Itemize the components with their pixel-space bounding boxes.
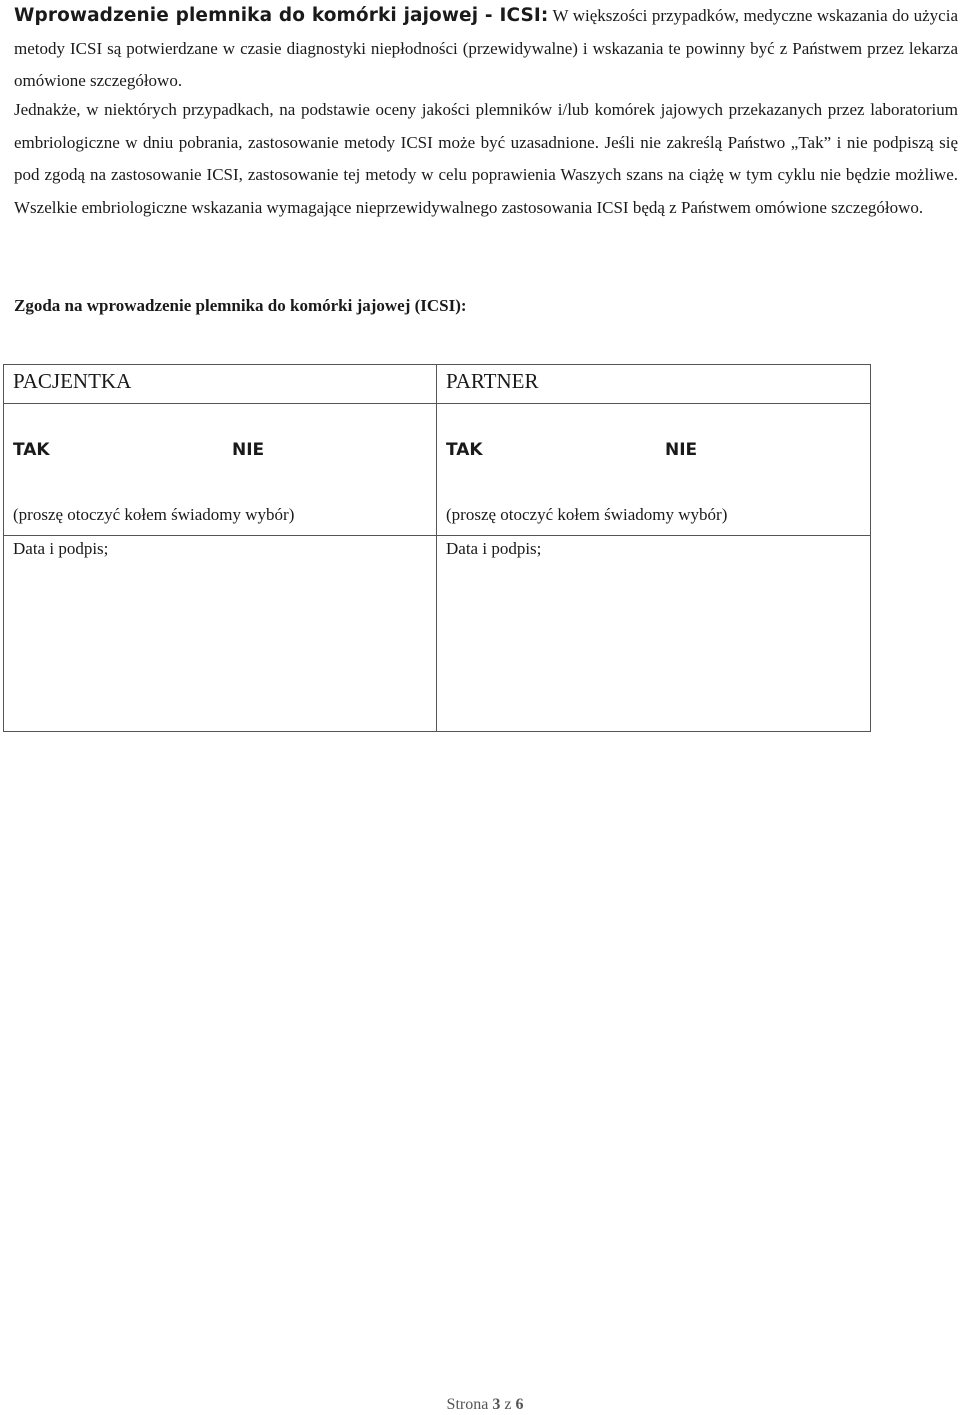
intro-text: W większości przypadków, medyczne wskazania do użycia metody ICSI są potwierdzane w czasie diagnostyki niepłodności (przewidywalne) i wskazania te powinny być z Państwem przez lekarza omówione szczegółowo. <box>14 6 958 90</box>
icsi-conditions-paragraph: Jednakże, w niektórych przypadkach, na podstawie oceny jakości plemników i/lub komórek jajowych przekazanych przez laboratorium embriologiczne w dniu pobrania, zastosowanie metody ICSI może być uzasadnione. Jeśli nie zakreślą Państwo „Tak” i nie podpiszą się pod zgodą na zastosowanie ICSI, zastosowanie tej metody w celu poprawienia Waszych szans na ciążę w tym cyklu nie będzie możliwe. Wszelkie embriologiczne wskazania wymagające nieprzewidywalnego zastosowania ICSI będą z Państwem omówione szczegółowo. <box>14 100 958 218</box>
intro-heading: Wprowadzenie plemnika do komórki jajowej - ICSI: <box>14 5 549 26</box>
header-row-divider <box>4 403 870 404</box>
footer-prefix: Strona <box>446 1396 489 1413</box>
partner-yes-option[interactable]: TAK <box>446 440 483 460</box>
consent-heading: Zgoda na wprowadzenie plemnika do komórki jajowej (ICSI): <box>14 296 467 315</box>
column-divider <box>436 365 437 731</box>
footer-separator: z <box>504 1396 512 1413</box>
patient-signature-label: Data i podpis; <box>13 539 109 558</box>
choice-row-divider <box>4 535 870 536</box>
partner-no-option[interactable]: NIE <box>665 440 698 460</box>
partner-signature-label: Data i podpis; <box>446 539 542 558</box>
footer-total-pages: 6 <box>515 1396 524 1413</box>
intro-paragraph <box>14 0 958 98</box>
footer-current-page: 3 <box>492 1396 501 1413</box>
partner-column-title: PARTNER <box>446 369 539 393</box>
patient-no-option[interactable]: NIE <box>232 440 265 460</box>
patient-column-title: PACJENTKA <box>13 369 132 393</box>
partner-choice-note: (proszę otoczyć kołem świadomy wybór) <box>446 505 728 524</box>
consent-table <box>3 364 871 732</box>
patient-choice-note: (proszę otoczyć kołem świadomy wybór) <box>13 505 295 524</box>
page-footer <box>0 1396 960 1414</box>
patient-yes-option[interactable]: TAK <box>13 440 50 460</box>
